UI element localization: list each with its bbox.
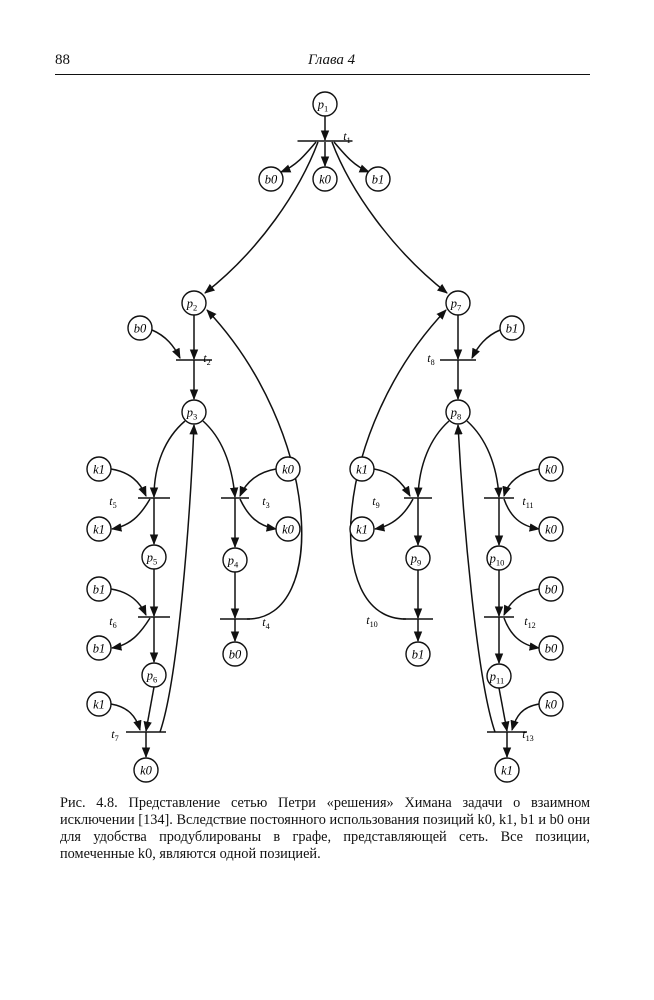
place-label-subscript: 10 [495,557,505,568]
place-k0-top [313,167,337,191]
place-label-main: k0 [545,522,557,537]
place-k0-t7-out [134,758,158,782]
places-layer [87,92,563,782]
place-label-main: k1 [501,763,513,778]
chapter-title: Глава 4 [308,52,356,68]
place-label [545,698,558,712]
place-p2 [182,291,206,315]
transition-label-main: t [524,614,528,628]
transition-label [522,727,534,743]
arc-p3-to-t5 [154,421,185,497]
transition-label-subscript: 12 [527,621,536,630]
place-label-main: p [450,405,457,420]
place-label-main: b1 [411,647,425,662]
arc-p8-to-t11 [467,421,499,497]
arc-t1-to-p2 [205,142,318,293]
place-label-main: k0 [545,697,557,712]
place-p9 [406,546,430,570]
place-label-subscript: 1 [324,103,329,114]
place-k0-t3-in [276,457,300,481]
transition-label-main: t [522,727,526,741]
place-label-subscript: 11 [496,675,505,686]
transition-label [427,351,434,367]
place-label-main: p [186,296,193,311]
transition-t5 [109,494,170,510]
transition-label-main: t [262,615,266,629]
place-label-subscript: 7 [457,302,462,313]
transition-label-subscript: 3 [265,501,270,510]
arc-b0-t12-in-to-t12 [504,589,539,615]
arc-t9-to-k1-t9-out [375,499,413,529]
arc-t5-to-k1-t5-out [112,499,150,529]
arcs-layer [111,116,539,757]
arc-p11-to-t13 [499,688,507,731]
place-label-main: b0 [228,647,242,662]
place-b0-top [259,167,283,191]
place-b1-t6-in [87,577,111,601]
transition-label-subscript: 4 [265,622,270,631]
place-p11 [487,664,511,688]
place-label [282,523,295,537]
place-k1-t9-out [350,517,374,541]
place-label-main: p [489,551,496,566]
place-b1-top [366,167,390,191]
place-label-main: b0 [264,172,278,187]
transition-t8 [427,351,476,367]
place-k0-t11-out [539,517,563,541]
place-label-main: k1 [356,522,368,537]
place-label-subscript: 2 [193,302,198,313]
arc-b1-t6-in-to-t6 [111,589,146,615]
transition-label [262,615,269,631]
place-label-main: b1 [92,582,106,597]
place-label-main: k0 [319,172,331,187]
place-label-subscript: 6 [153,674,158,685]
place-k1-t5-in [87,457,111,481]
arc-t13-to-p8 [458,425,495,732]
place-label-subscript: 8 [457,411,462,422]
place-label-main: b1 [371,172,385,187]
place-label [412,648,425,662]
transition-label [109,494,116,510]
place-label [265,173,278,187]
place-label-main: p [186,405,193,420]
transition-t6 [109,614,170,630]
arc-t1-to-b0-top [281,142,316,172]
place-p10 [487,546,511,570]
place-label-main: k1 [93,522,105,537]
place-label-main: p [450,296,457,311]
transition-t4 [220,615,270,631]
transition-label-subscript: 5 [112,501,117,510]
transition-t7 [111,727,166,743]
transition-label [343,129,350,145]
place-label-main: k0 [282,522,294,537]
transition-t9 [372,494,432,510]
place-label [372,173,385,187]
place-b0-t4-out [223,642,247,666]
transition-label-main: t [109,494,113,508]
place-label-main: b1 [505,321,519,336]
place-label-subscript: 5 [153,556,158,567]
place-label [545,583,558,597]
place-b0-t12-out [539,636,563,660]
place-p7 [446,291,470,315]
arc-k1-t7-in-to-t7 [111,704,140,730]
transition-label [372,494,379,510]
place-label-subscript: 4 [234,559,239,570]
transitions-layer [109,129,535,743]
arc-k1-t5-in-to-t5 [111,469,146,496]
place-label-main: p [146,668,153,683]
place-label-main: k1 [93,697,105,712]
place-b0-t2 [128,316,152,340]
page-number: 88 [55,52,70,68]
transition-label-main: t [427,351,431,365]
place-label-main: b1 [92,641,106,656]
place-label [140,764,153,778]
transition-label-main: t [109,614,113,628]
place-k1-t13-out [495,758,519,782]
place-k1-t9-in [350,457,374,481]
place-label-subscript: 9 [417,557,422,568]
transition-label-subscript: 2 [206,358,211,367]
arc-p3-to-t3 [203,421,235,497]
arc-t7-to-p3 [160,425,194,732]
transition-label-main: t [203,351,207,365]
transition-label-subscript: 9 [375,501,380,510]
place-b0-t12-in [539,577,563,601]
transition-label-subscript: 1 [346,136,351,145]
place-label [501,764,513,778]
arc-k0-t11-in-to-t11 [504,469,539,496]
transition-label [109,614,116,630]
place-label [93,523,105,537]
place-label [506,322,519,336]
place-label-main: p [146,550,153,565]
caption-label: Рис. 4.8. [60,795,118,811]
transition-label-main: t [111,727,115,741]
arc-p8-to-t9 [418,421,449,497]
arc-t3-to-k0-t3-out [240,499,276,529]
place-label [93,642,106,656]
transition-label [203,351,210,367]
place-label-main: p [489,669,497,684]
transition-t12 [484,614,536,630]
place-label-main: k0 [282,462,294,477]
place-label [93,698,105,712]
place-label [545,642,558,656]
transition-label-main: t [522,494,526,508]
place-b1-t10-out [406,642,430,666]
transition-label-subscript: 6 [112,621,117,630]
transition-label [111,727,118,743]
caption-text: Представление сетью Петри «решения» Химана задачи о взаимном исключении [134]. Вследствие постоянного использования позиций k0, k1, b1 и b0 они для удобства продублированы в графе, представляющей сеть. Все позиции, помеченные k0, являются одной позицией. [60,795,591,862]
place-p4 [223,548,247,572]
arc-t6-to-b1-t6-out [112,618,150,648]
transition-t10 [366,613,433,629]
place-p5 [142,545,166,569]
place-label-main: b0 [544,641,558,656]
place-k1-t5-out [87,517,111,541]
arc-t1-to-p7 [332,142,447,293]
place-label [356,523,368,537]
place-label-main: k0 [545,462,557,477]
transition-t11 [484,494,534,510]
arc-p6-to-t7 [146,687,154,731]
place-label-main: k0 [140,763,152,778]
place-k0-t11-in [539,457,563,481]
place-label [93,463,105,477]
figure-caption [60,795,590,863]
place-label-main: k1 [93,462,105,477]
arc-b0-t2-to-t2 [152,330,180,358]
place-label-main: k1 [356,462,368,477]
transition-label-subscript: 11 [525,501,534,510]
transition-label [522,494,533,510]
place-p6 [142,663,166,687]
place-k0-t13-in [539,692,563,716]
transition-label-main: t [262,494,266,508]
place-label [319,173,332,187]
arc-t1-to-b1-top [334,142,369,172]
transition-label-main: t [343,129,347,143]
place-label-main: p [227,553,234,568]
transition-label-subscript: 7 [114,734,119,743]
place-k1-t7-in [87,692,111,716]
place-label [356,463,368,477]
place-label [282,463,295,477]
transition-label [524,614,536,630]
place-label [545,463,558,477]
transition-label [366,613,378,629]
place-label [229,648,242,662]
place-label [93,583,106,597]
transition-label-subscript: 8 [430,358,435,367]
place-b1-t8 [500,316,524,340]
place-label-main: p [317,97,324,112]
transition-label-main: t [366,613,370,627]
place-label-subscript: 3 [193,411,198,422]
arc-k1-t9-in-to-t9 [374,469,410,496]
arc-k0-t3-in-to-t3 [240,469,276,496]
place-b1-t6-out [87,636,111,660]
place-p3 [182,400,206,424]
place-label [545,523,558,537]
place-label-main: b0 [133,321,147,336]
transition-label-subscript: 13 [525,734,534,743]
transition-label-main: t [372,494,376,508]
arc-b1-t8-to-t8 [472,330,500,358]
place-k0-t3-out [276,517,300,541]
place-p8 [446,400,470,424]
place-label-main: b0 [544,582,558,597]
place-label-main: p [410,551,417,566]
place-p1 [313,92,337,116]
place-label [134,322,147,336]
transition-label-subscript: 10 [369,620,378,629]
transition-label [262,494,269,510]
